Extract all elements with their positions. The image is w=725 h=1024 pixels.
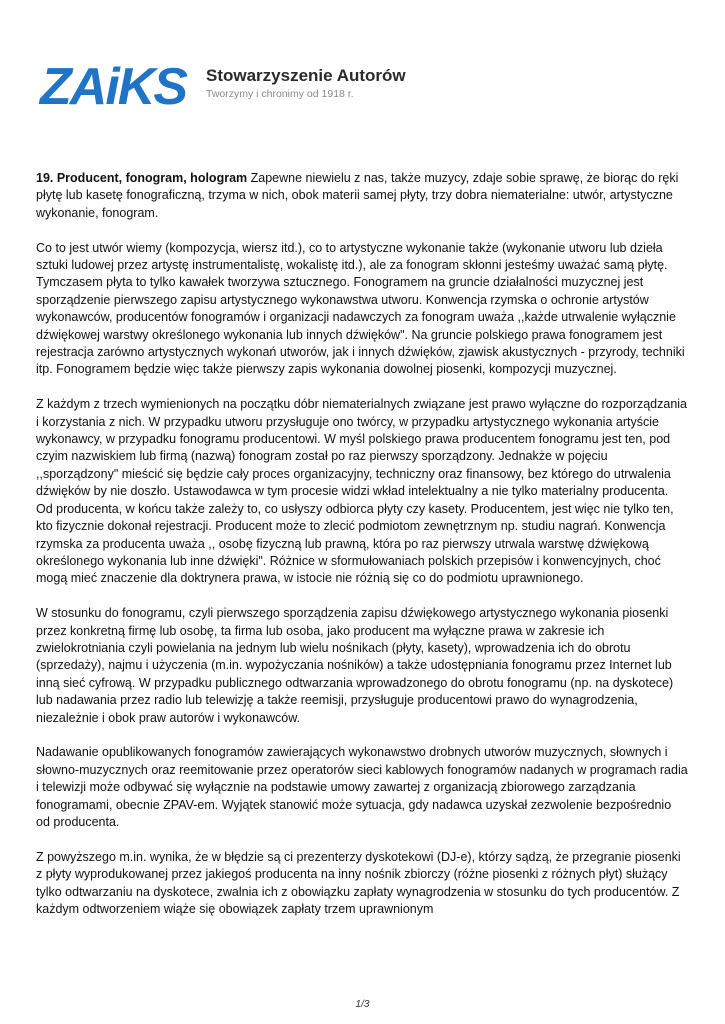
article-paragraph: Z powyższego m.in. wynika, że w błędzie są ci prezenterzy dyskotekowi (DJ-e), którzy sądzą, że przegranie piosenki z płyty wyprodukowanej przez jakiegoś producenta na inny nośnik zbiorczy (różne piosenki z różnych płyt) służący tylko odtwarzaniu na dyskotece, zwalnia ich z obowiązku zapłaty wynagrodzenia w stosunku do tych producentów. Z każdym odtworzeniem wiąże się obowiązek zapłaty trzem uprawnionym bbox=[36, 849, 681, 916]
zaiks-logo bbox=[38, 57, 188, 111]
organization-name: Stowarzyszenie Autorów bbox=[206, 66, 406, 85]
header bbox=[38, 55, 438, 115]
article-paragraph bbox=[36, 170, 688, 222]
article-paragraph: Z każdym z trzech wymienionych na początku dóbr niematerialnych związane jest prawo wyłączne do rozporządzania i korzystania z nich. W przypadku utworu przysługuje ono twórcy, w przypadku artystycznego wykonania artyście wykonawcy, w przypadku fonogramu producentowi. W myśl polskiego prawa producentem fonogramu jest ten, pod czyim nazwiskiem lub firmą (nazwą) fonogram został po raz pierwszy sporządzony. Jednakże w pojęciu ,,sporządzony" mieścić się będzie cały proces organizacyjny, techniczny oraz finansowy, bez którego do utrwalenia dźwięków by nie doszło. Ustawodawca w tym procesie widzi wkład intelektualny a nie tylko materialny producenta. Od producenta, w końcu także zależy to, co usłyszy odbiorca płyty czy kasety. Producentem, jest więc nie tylko ten, kto fizycznie dokonał rejestracji. Producent może to zlecić podmiotom zewnętrznym np. studiu nagrań. Konwencja rzymska za producenta uważa ,, osobę fizyczną lub prawną, która po raz pierwszy utrwala warstwę dźwiękową określonego wykonania lub inne dźwięki". Różnice w sformułowaniach polskich przepisów i konwencyjnych, choć mogą mieć znaczenie dla doktrynera prawa, w istocie nie różnią się co do podmiotu uprawnionego. bbox=[36, 397, 688, 586]
article-paragraph: W stosunku do fonogramu, czyli pierwszego sporządzenia zapisu dźwiękowego artystycznego wykonania piosenki przez konkretną firmę lub osobę, ta firma lub osoba, jako producent ma wyłączne prawa w zakresie ich zwielokrotniania czyli powielania na jednym lub wielu nośnikach (płyty, kasety), wprowadzenia ich do obrotu (sprzedaży), najmu i użyczenia (m.in. wypożyczania nośników) a także udostępniania fonogramu przez Internet lub inną sieć cyfrową. W przypadku publicznego odtwarzania wprowadzonego do obrotu fonogramu (np. na dyskotece) lub nadawania przez radio lub telewizję a także reemisji, przysługuje producentowi prawo do wynagrodzenia, niezależnie i obok praw autorów i wykonawców. bbox=[36, 606, 674, 725]
article-heading: 19. Producent, fonogram, hologram bbox=[36, 171, 248, 185]
page-number: 1/3 bbox=[355, 999, 370, 1010]
article-paragraph: Nadawanie opublikowanych fonogramów zawierających wykonawstwo drobnych utworów muzycznych, słownych i słowno-muzycznych oraz reemitowanie przez operatorów sieci kablowych fonogramów nadanych w programach radia i telewizji może odbywać się wyłącznie na podstawie umowy zawartej z organizacją zbiorowego zarządzania fonogramami, obecnie ZPAV-em. Wyjątek stanowić może sytuacja, gdy nadawca uzyskał zezwolenie bezpośrednio od producenta. bbox=[36, 745, 688, 829]
logo-text: ZAiKS bbox=[40, 58, 186, 111]
organization-tagline: Tworzymy i chronimy od 1918 r. bbox=[206, 88, 354, 100]
article-paragraph: Co to jest utwór wiemy (kompozycja, wiersz itd.), co to artystyczne wykonanie także (wykonanie utworu lub dzieła sztuki ludowej przez artystę instrumentalistę, wokalistę itd.), ale za fonogram skłonni jesteśmy uważać samą płytę. Tymczasem płyta to tylko kawałek tworzywa sztucznego. Fonogramem na gruncie działalności muzycznej jest sporządzenie pierwszego zapisu artystycznego wykonawstwa utworu. Konwencja rzymska o ochronie artystów wykonawców, producentów fonogramów i organizacji nadawczych za fonogram uważa ,,każde utrwalenie wyłącznie dźwiękowej warstwy określonego wykonania lub innych dźwięków". Na gruncie polskiego prawa fonogramem jest rejestracja zarówno artystycznych wykonań utworów, jak i innych dźwięków, zjawisk akustycznych - przyrody, techniki itp. Fonogramem będzie więc także pierwszy zapis wykonania dowolnej piosenki, kompozycji muzycznej. bbox=[36, 240, 685, 377]
article-body bbox=[36, 170, 688, 936]
paragraph-text: Zapewne niewielu z nas, także muzycy, zdaje sobie sprawę, że biorąc do ręki płytę lub kasetę fonograficzną, trzyma w nich, obok materii samej płyty, trzy dobra niematerialne: utwór, artystyczne wykonanie, fonogram. bbox=[36, 171, 679, 220]
